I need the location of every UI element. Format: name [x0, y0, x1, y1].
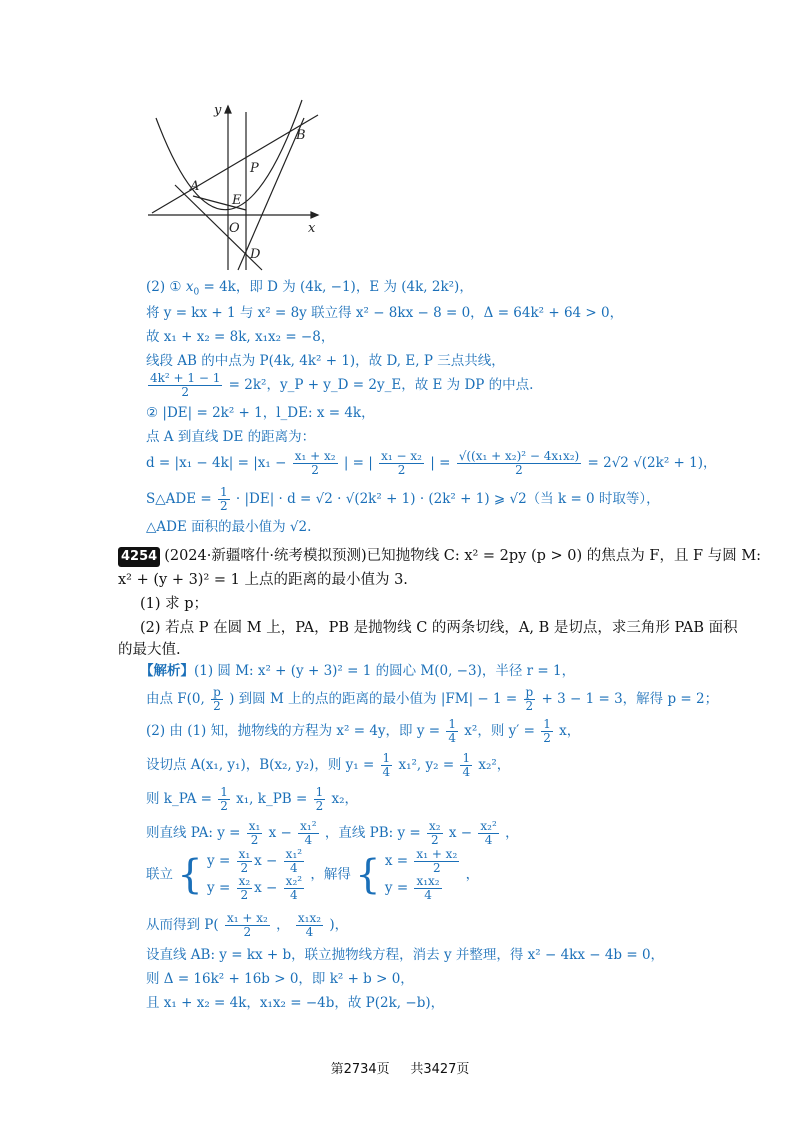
label-y: y — [214, 103, 222, 118]
label-p: P — [250, 161, 259, 176]
problem-line-1: 4254 (2024·新疆喀什·统考模拟预测)已知抛物线 C: x² = 2py (p > 0) 的焦点为 F，且 F 与圆 M: — [118, 546, 761, 567]
tangent-b — [238, 118, 304, 270]
sol2-line-5: 则 k_PA = $\frac{1}{2}$ x₁, k_PB = $\frac{1}{2}$ x₂， — [146, 785, 359, 813]
sol1-line-9: S△ADE = $\frac{1}{2}$ · |DE| · d = √2 · √(2k² + 1) · (2k² + 1) ⩾ √2（当 k = 0 时取等）， — [146, 485, 660, 513]
label-d: D — [250, 247, 261, 262]
sol1-line-1: (2) ① $x_0 = 4k$，即 D 为 (4k, −1)，E 为 (4k, 2k²)， — [146, 279, 473, 298]
y-axis-arrow — [225, 106, 231, 113]
problem-question-2b: 的最大值. — [118, 642, 181, 658]
sol2-line-9: 设直线 AB: y = kx + b，联立抛物线方程，消去 y 并整理，得 x² − 4kx − 4b = 0， — [146, 947, 665, 963]
sol1-line-3: 故 x₁ + x₂ = 8k, x₁x₂ = −8， — [146, 329, 335, 345]
problem-line-2: x² + (y + 3)² = 1 上点的距离的最小值为 3. — [118, 572, 408, 588]
problem-number: 4254 — [118, 547, 160, 567]
label-e: E — [232, 193, 242, 208]
tangent-a — [175, 185, 262, 270]
page-number: 第2734页 — [330, 1062, 390, 1077]
page-footer — [0, 1058, 800, 1077]
problem-question-2a: (2) 若点 P 在圆 M 上，PA，PB 是抛物线 C 的两条切线，A, B 是切点，求三角形 PAB 面积 — [140, 620, 738, 636]
sol2-line-4: 设切点 A(x₁, y₁)，B(x₂, y₂)，则 y₁ = $\frac{1}{4}$ x₁², y₂ = $\frac{1}{4}$ x₂²， — [146, 751, 511, 779]
sol1-line-6: ② |DE| = 2k² + 1，l_DE: x = 4k， — [146, 405, 375, 421]
page-total: 共3427页 — [410, 1062, 470, 1077]
sol1-line-4: 线段 AB 的中点为 P(4k, 4k² + 1)，故 D, E, P 三点共线， — [146, 353, 505, 369]
sol2-line-11: 且 x₁ + x₂ = 4k，x₁x₂ = −4b，故 P(2k, −b)， — [146, 995, 445, 1011]
parabola-figure — [0, 0, 800, 280]
sol1-line-8: d = |x₁ − 4k| = |x₁ − $\frac{\text{x₁ + x₂}}{2}$ | = | $\frac{\text{x₁ − x₂}}{2}$ | = $\frac{\text{√((x₁ + x₂)² − 4x₁x₂)}}{2}$ = 2√2 √(2k² + 1)， — [146, 449, 717, 477]
sol2-line-2: 由点 F(0, $\frac{p}{2}$ ) 到圆 M 上的点的距离的最小值为 |FM| − 1 = $\frac{p}{2}$ + 3 − 1 = 3，解得 p = 2； — [146, 685, 719, 713]
label-o: O — [229, 221, 240, 236]
sol1-line-10: △ADE 面积的最小值为 √2. — [146, 519, 312, 535]
label-a: A — [190, 179, 200, 194]
sol2-line-3: (2) 由 (1) 知，抛物线的方程为 x² = 4y，即 y = $\frac{1}{4}$ x²，则 y′ = $\frac{1}{2}$ x， — [146, 717, 581, 745]
problem-question-1: (1) 求 p； — [140, 596, 209, 612]
sol1-line-7: 点 A 到直线 DE 的距离为： — [146, 429, 316, 445]
sol2-line-7: 联立 { y = $\frac{\text{x₁}}{2}$ x − $\frac{\text{x₁²}}{4}$ y = $\frac{\text{x₂}}{2}$ x − $\frac{\text{x₂²}}{4}$ ，解得 { x = $\frac{\text{x₁ + x₂}}{2}$ y = $\frac{\text{x₁x₂}}{4}$ ， — [146, 847, 480, 902]
label-b: B — [296, 128, 306, 143]
label-x: x — [308, 221, 316, 236]
sol2-line-1: 【解析】(1) 圆 M: x² + (y + 3)² = 1 的圆心 M(0, −3)，半径 r = 1， — [140, 663, 576, 679]
parabola-curve — [156, 100, 302, 210]
sol2-line-10: 则 Δ = 16k² + 16b > 0，即 k² + b > 0， — [146, 971, 414, 987]
x-axis-arrow — [311, 212, 318, 218]
sol1-line-5: $\frac{\text{4k² + 1 − 1}}{2}$ = 2k²，y_P + y_D = 2y_E，故 E 为 DP 的中点. — [150, 371, 534, 399]
sol2-line-6: 则直线 PA: y = $\frac{\text{x₁}}{2}$ x − $\frac{\text{x₁²}}{4}$ ，直线 PB: y = $\frac{\text{x₂}}{2}$ x − $\frac{\text{x₂²}}{4}$ ， — [146, 819, 519, 847]
sol1-line-2: 将 y = kx + 1 与 x² = 8y 联立得 x² − 8kx − 8 = 0，Δ = 64k² + 64 > 0， — [146, 305, 624, 321]
sol2-line-8: 从而得到 P( $\frac{\text{x₁ + x₂}}{2}$ ， $\frac{\text{x₁x₂}}{4}$ )， — [146, 911, 349, 939]
